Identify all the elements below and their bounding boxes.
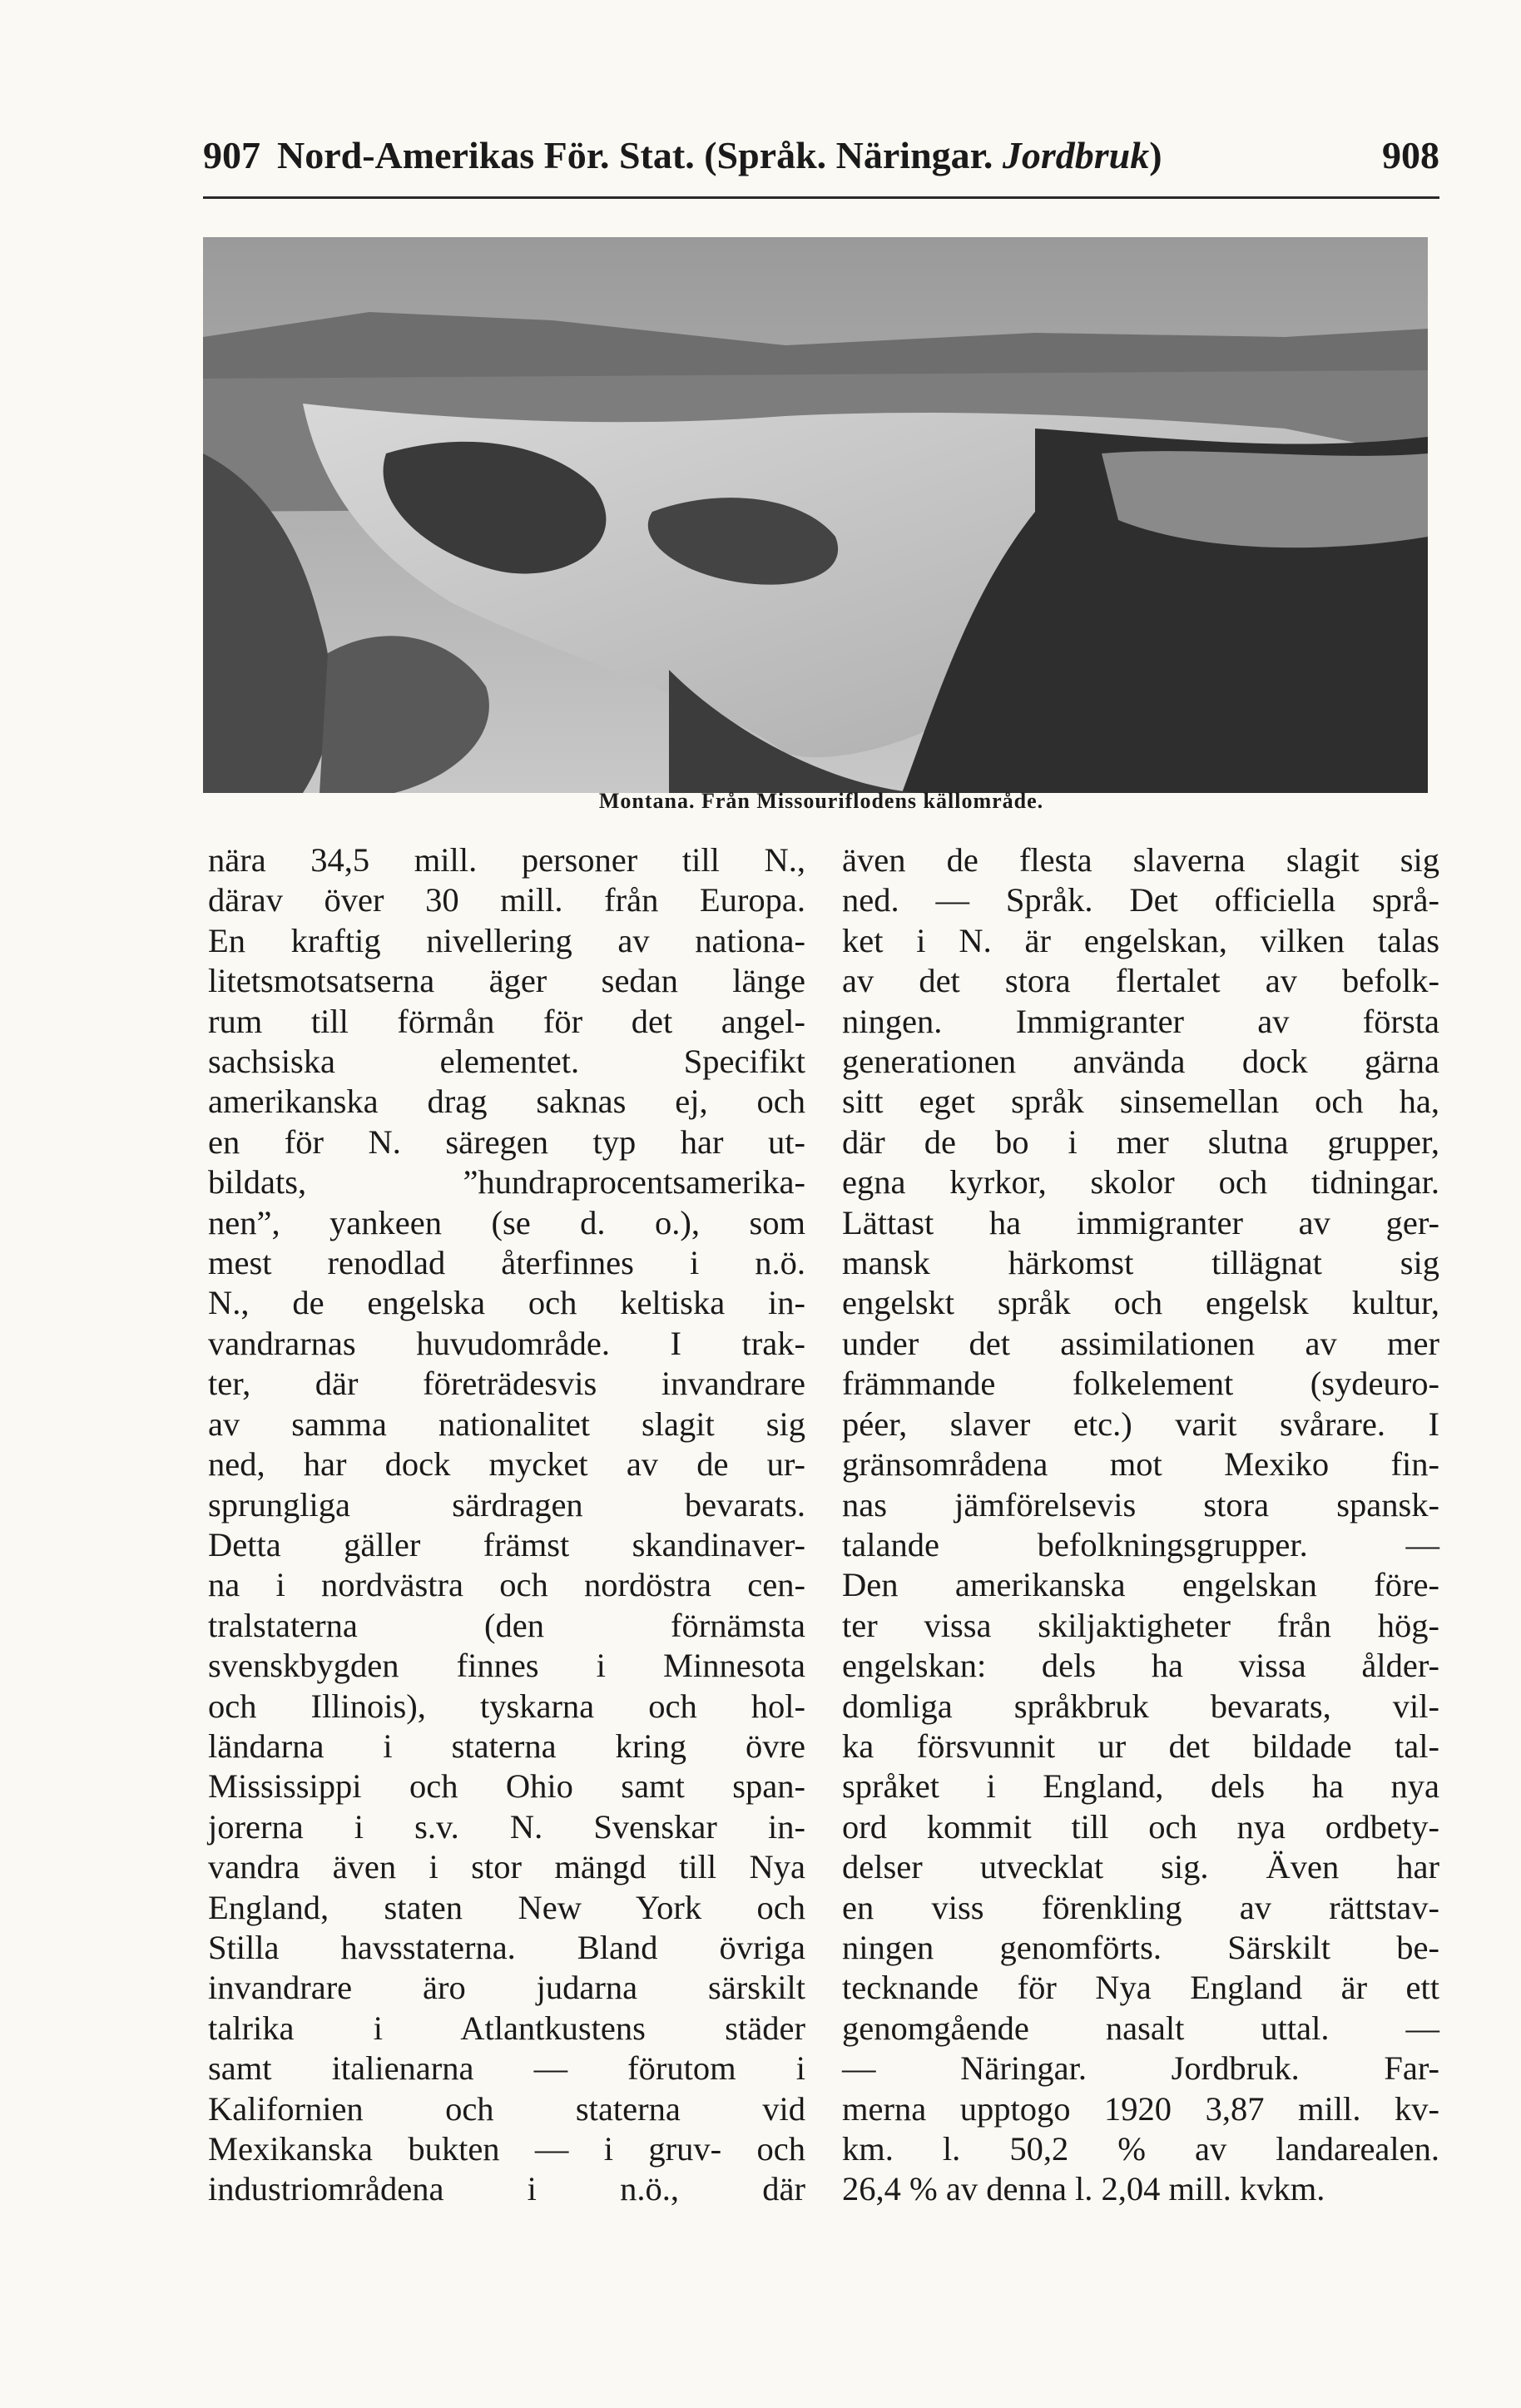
text-line: och Illinois), tyskarna och hol- bbox=[208, 1687, 805, 1725]
text-line: språket i England, dels ha nya bbox=[842, 1767, 1439, 1806]
text-line: svenskbygden finnes i Minnesota bbox=[208, 1647, 805, 1685]
text-line: nas jämförelsevis stora spansk- bbox=[842, 1485, 1439, 1524]
text-line: ter vissa skiljaktigheter från hög- bbox=[842, 1606, 1439, 1644]
text-line: Stilla havsstaterna. Bland övriga bbox=[208, 1928, 805, 1966]
text-line: amerikanska drag saknas ej, och bbox=[208, 1083, 805, 1121]
text-line: genomgående nasalt uttal. — bbox=[842, 2009, 1439, 2047]
right-page-number: 908 bbox=[1382, 134, 1439, 176]
text-line: där de bo i mer slutna grupper, bbox=[842, 1122, 1439, 1161]
text-line: ter, där företrädesvis invandrare bbox=[208, 1365, 805, 1403]
text-line: därav över 30 mill. från Europa. bbox=[208, 881, 805, 919]
text-line: under det assimilationen av mer bbox=[842, 1324, 1439, 1362]
running-title-main: Nord-Amerikas För. Stat. bbox=[277, 134, 695, 176]
text-line: ka försvunnit ur det bildade tal- bbox=[842, 1727, 1439, 1765]
text-line: en för N. säregen typ har ut- bbox=[208, 1122, 805, 1161]
text-line: sachsiska elementet. Specifikt bbox=[208, 1043, 805, 1081]
caption-text: Från Missouriflodens källområde. bbox=[701, 789, 1044, 813]
right-text-column bbox=[842, 840, 1439, 2210]
text-line: ningen genomförts. Särskilt be- bbox=[842, 1928, 1439, 1966]
text-line: även de flesta slaverna slagit sig bbox=[842, 841, 1439, 879]
text-line: Den amerikanska engelskan före- bbox=[842, 1566, 1439, 1604]
running-title-sections: (Språk. Näringar. bbox=[704, 134, 993, 176]
text-line: En kraftig nivellering av nationa- bbox=[208, 921, 805, 959]
text-line: nära 34,5 mill. personer till N., bbox=[208, 841, 805, 879]
text-line: tralstaterna (den förnämsta bbox=[208, 1606, 805, 1644]
text-line: bildats, ”hundraprocentsamerika- bbox=[208, 1163, 805, 1202]
text-line: domliga språkbruk bevarats, vil- bbox=[842, 1687, 1439, 1725]
text-line: Detta gäller främst skandinaver- bbox=[208, 1525, 805, 1563]
text-line: na i nordvästra och nordöstra cen- bbox=[208, 1566, 805, 1604]
text-line: samt italienarna — förutom i bbox=[208, 2049, 805, 2088]
text-line: engelskan: dels ha vissa ålder- bbox=[842, 1647, 1439, 1685]
text-line: péer, slaver etc.) varit svårare. I bbox=[842, 1405, 1439, 1443]
running-title bbox=[260, 133, 1382, 177]
text-line: Lättast ha immigranter av ger- bbox=[842, 1203, 1439, 1241]
text-line: 26,4 % av denna l. 2,04 mill. kvkm. bbox=[842, 2170, 1325, 2208]
text-line: vandra även i stor mängd till Nya bbox=[208, 1848, 805, 1886]
text-line: en viss förenkling av rättstav- bbox=[842, 1888, 1439, 1926]
text-line: invandrare äro judarna särskilt bbox=[208, 1969, 805, 2007]
page-header bbox=[203, 133, 1439, 193]
text-line: ländarna i staterna kring övre bbox=[208, 1727, 805, 1765]
text-line: talrika i Atlantkustens städer bbox=[208, 2009, 805, 2047]
running-title-close: ) bbox=[1149, 134, 1162, 176]
header-rule bbox=[203, 196, 1439, 199]
text-line: Kalifornien och staterna vid bbox=[208, 2089, 805, 2128]
text-line: N., de engelska och keltiska in- bbox=[208, 1284, 805, 1322]
text-line: merna upptogo 1920 3,87 mill. kv- bbox=[842, 2089, 1439, 2128]
text-line: sprungliga särdragen bevarats. bbox=[208, 1485, 805, 1524]
text-line: rum till förmån för det angel- bbox=[208, 1002, 805, 1040]
text-line: litetsmotsatserna äger sedan länge bbox=[208, 962, 805, 1000]
text-line: av samma nationalitet slagit sig bbox=[208, 1405, 805, 1443]
text-line: ningen. Immigranter av första bbox=[842, 1002, 1439, 1040]
text-line: ned. — Språk. Det officiella språ- bbox=[842, 881, 1439, 919]
text-line: mansk härkomst tillägnat sig bbox=[842, 1244, 1439, 1282]
caption-place: Montana. bbox=[598, 789, 696, 813]
figure-caption bbox=[203, 789, 1439, 814]
text-line: sitt eget språk sinsemellan och ha, bbox=[842, 1083, 1439, 1121]
text-line: nen”, yankeen (se d. o.), som bbox=[208, 1203, 805, 1241]
text-line: vandrarnas huvudområde. I trak- bbox=[208, 1324, 805, 1362]
text-line: mest renodlad återfinnes i n.ö. bbox=[208, 1244, 805, 1282]
text-line: — Näringar. Jordbruk. Far- bbox=[842, 2049, 1439, 2088]
text-line: främmande folkelement (sydeuro- bbox=[842, 1365, 1439, 1403]
text-line: ned, har dock mycket av de ur- bbox=[208, 1445, 805, 1484]
text-line: England, staten New York och bbox=[208, 1888, 805, 1926]
left-page-number: 907 bbox=[203, 134, 260, 176]
running-title-italic: Jordbruk bbox=[1002, 134, 1150, 176]
text-line: talande befolkningsgrupper. — bbox=[842, 1525, 1439, 1563]
text-line: delser utvecklat sig. Även har bbox=[842, 1848, 1439, 1886]
text-line: tecknande för Nya England är ett bbox=[842, 1969, 1439, 2007]
text-line: av det stora flertalet av befolk- bbox=[842, 962, 1439, 1000]
river-landscape-photo bbox=[203, 237, 1428, 793]
text-line: km. l. 50,2 % av landarealen. bbox=[842, 2130, 1439, 2168]
text-line: Mexikanska bukten — i gruv- och bbox=[208, 2130, 805, 2168]
text-line: engelskt språk och engelsk kultur, bbox=[842, 1284, 1439, 1322]
text-line: industriområdena i n.ö., där bbox=[208, 2170, 805, 2208]
text-line: egna kyrkor, skolor och tidningar. bbox=[842, 1163, 1439, 1202]
text-line: ket i N. är engelskan, vilken talas bbox=[842, 921, 1439, 959]
text-line: ord kommit till och nya ordbety- bbox=[842, 1807, 1439, 1846]
text-line: jorerna i s.v. N. Svenskar in- bbox=[208, 1807, 805, 1846]
text-line: gränsområdena mot Mexiko fin- bbox=[842, 1445, 1439, 1484]
text-line: Mississippi och Ohio samt span- bbox=[208, 1767, 805, 1806]
left-text-column bbox=[208, 840, 805, 2210]
text-line: generationen använda dock gärna bbox=[842, 1043, 1439, 1081]
